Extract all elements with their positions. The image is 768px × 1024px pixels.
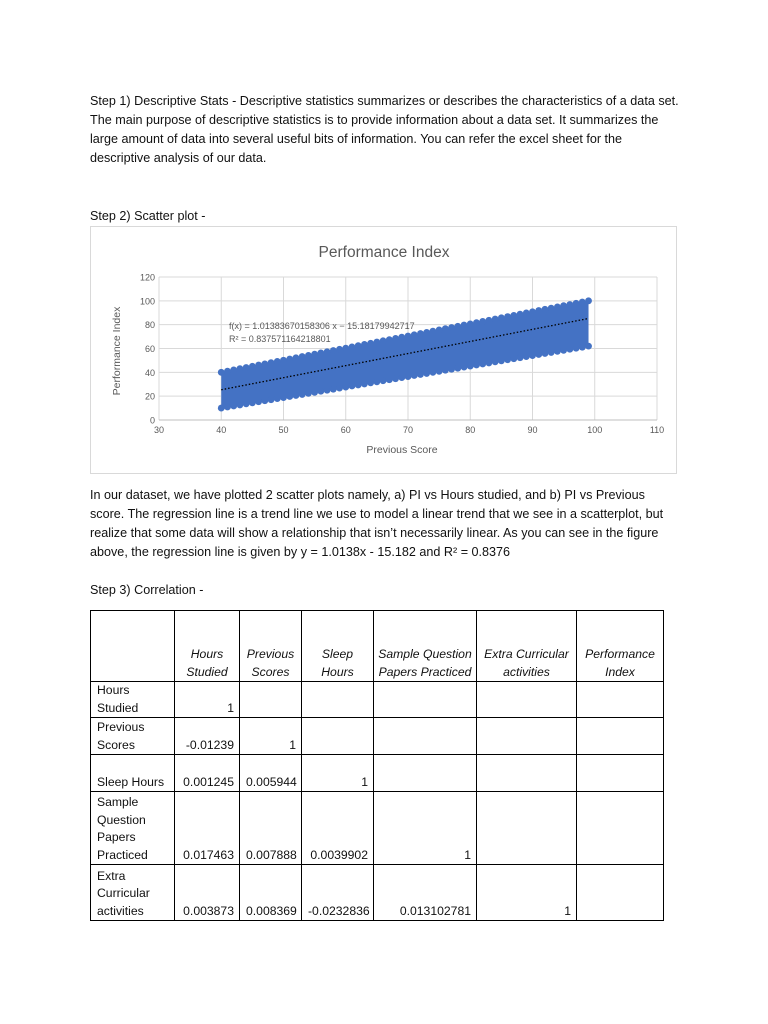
data-point	[367, 340, 374, 347]
data-point	[436, 368, 443, 375]
data-point	[249, 363, 256, 370]
y-tick-label: 120	[139, 272, 155, 283]
table-cell: -0.0232836	[302, 865, 374, 921]
table-cell: 1	[240, 718, 302, 755]
x-tick-label: 70	[402, 425, 414, 435]
table-cell: -0.01239	[175, 718, 240, 755]
data-point	[249, 399, 256, 406]
data-point	[274, 395, 281, 402]
data-point	[405, 373, 412, 380]
trendline-equation: f(x) = 1.01383670158306 x − 15.18179942717	[229, 321, 415, 331]
data-point	[417, 371, 424, 378]
data-point	[405, 333, 412, 340]
data-point	[398, 374, 405, 381]
table-cell	[477, 755, 577, 792]
table-cell: 0.013102781	[374, 865, 477, 921]
x-tick-label: 90	[527, 425, 538, 435]
data-point	[523, 353, 530, 360]
y-tick-label: 0	[149, 415, 155, 426]
data-point	[392, 335, 399, 342]
r-squared-label: R² = 0.837571164218801	[229, 334, 331, 344]
data-point	[473, 362, 480, 369]
scatter-chart	[90, 226, 677, 474]
data-point	[473, 319, 480, 326]
data-point	[274, 358, 281, 365]
data-point	[523, 310, 530, 317]
table-cell: 1	[302, 755, 374, 792]
header-cell: Performance Index	[577, 611, 664, 682]
row-label: Previous Scores	[91, 718, 175, 755]
data-point	[542, 350, 549, 357]
data-point	[554, 303, 561, 310]
data-point	[286, 393, 293, 400]
data-point	[585, 297, 592, 304]
data-point	[566, 301, 573, 308]
table-cell	[477, 718, 577, 755]
data-point	[548, 349, 555, 356]
x-tick-label: 60	[340, 425, 351, 435]
table-cell	[240, 682, 302, 718]
data-point	[560, 347, 567, 354]
table-cell	[577, 755, 664, 792]
row-label: Sample Question Papers Practiced	[91, 792, 175, 865]
correlation-table	[90, 610, 664, 921]
data-point	[218, 405, 225, 412]
data-point	[542, 306, 549, 313]
data-point	[411, 372, 418, 379]
data-point	[436, 327, 443, 334]
data-point	[380, 337, 387, 344]
table-cell: 1	[374, 792, 477, 865]
step2-heading: Step 2) Scatter plot -	[90, 209, 206, 223]
data-point	[311, 389, 318, 396]
data-point	[461, 322, 468, 329]
data-point	[411, 331, 418, 338]
table-cell	[302, 718, 374, 755]
data-point	[261, 397, 268, 404]
data-point	[224, 368, 231, 375]
table-cell	[374, 718, 477, 755]
data-point	[299, 391, 306, 398]
y-tick-label: 100	[139, 296, 155, 307]
data-point	[448, 366, 455, 373]
data-point	[286, 356, 293, 363]
data-point	[280, 394, 287, 401]
table-cell	[577, 865, 664, 921]
table-cell: 1	[175, 682, 240, 718]
data-point	[517, 311, 524, 318]
table-cell: 0.008369	[240, 865, 302, 921]
data-point	[423, 370, 430, 377]
data-point	[224, 404, 231, 411]
data-point	[268, 396, 275, 403]
data-point	[430, 369, 437, 376]
data-point	[386, 376, 393, 383]
chart-svg	[91, 227, 678, 475]
header-cell: Hours Studied	[175, 611, 240, 682]
data-point	[535, 307, 542, 314]
data-point	[342, 345, 349, 352]
data-point	[311, 351, 318, 358]
table-cell	[577, 792, 664, 865]
table-cell	[374, 682, 477, 718]
table-cell	[302, 682, 374, 718]
table-row	[91, 755, 664, 792]
data-point	[293, 354, 300, 361]
data-point	[261, 360, 268, 367]
data-point	[554, 348, 561, 355]
data-point	[442, 367, 449, 374]
data-point	[479, 318, 486, 325]
data-point	[349, 383, 356, 390]
x-axis-label: Previous Score	[366, 444, 438, 456]
data-point	[330, 386, 337, 393]
data-point	[355, 342, 362, 349]
data-point	[398, 334, 405, 341]
data-point	[299, 353, 306, 360]
data-point	[367, 379, 374, 386]
data-point	[349, 343, 356, 350]
header-cell: Previous Scores	[240, 611, 302, 682]
table-header-row	[91, 611, 664, 682]
data-point	[386, 336, 393, 343]
step1-paragraph: Step 1) Descriptive Stats - Descriptive statistics summarizes or describes the characteristics of a data set. The main purpose of descriptive statistics is to provide information about a data set. It summarizes the large amount of data into several useful bits of information. You can refer the excel sheet for the descriptive analysis of our data.	[90, 94, 679, 165]
header-cell: Sleep Hours	[302, 611, 374, 682]
table-cell	[477, 792, 577, 865]
data-point	[293, 392, 300, 399]
row-label: Sleep Hours	[91, 755, 175, 792]
table-cell: 1	[477, 865, 577, 921]
data-point	[317, 350, 324, 357]
data-point	[486, 360, 493, 367]
data-point	[280, 357, 287, 364]
data-point	[486, 317, 493, 324]
data-point	[535, 351, 542, 358]
data-point	[492, 358, 499, 365]
table-cell	[577, 718, 664, 755]
data-point	[579, 344, 586, 351]
data-point	[566, 346, 573, 353]
table-row	[91, 682, 664, 718]
data-point	[336, 346, 343, 353]
data-point	[305, 390, 312, 397]
data-point	[230, 367, 237, 374]
data-point	[255, 398, 262, 405]
data-point	[579, 299, 586, 306]
data-point	[492, 316, 499, 323]
data-point	[380, 377, 387, 384]
data-point	[548, 305, 555, 312]
table-cell	[577, 682, 664, 718]
data-point	[454, 323, 461, 330]
data-point	[336, 385, 343, 392]
table-cell: 0.017463	[175, 792, 240, 865]
step2-explanation: In our dataset, we have plotted 2 scatter plots namely, a) PI vs Hours studied, and b) PI vs Previous score. The regression line is a trend line we use to model a linear trend that we see in a scatterplot, but realize that some data will show a relationship that isn’t necessarily linear. As you can see in the figure above, the regression line is given by y = 1.0138x - 15.182 and R² = 0.8376	[90, 488, 664, 559]
data-point	[467, 363, 474, 370]
x-tick-label: 40	[216, 425, 227, 435]
y-axis-label: Performance Index	[111, 306, 123, 396]
data-point	[423, 329, 430, 336]
table-cell: 0.007888	[240, 792, 302, 865]
table-cell	[374, 755, 477, 792]
data-point	[317, 388, 324, 395]
data-point	[218, 369, 225, 376]
table-row	[91, 865, 664, 921]
data-point	[392, 375, 399, 382]
data-point	[510, 355, 517, 362]
header-cell	[91, 611, 175, 682]
table-cell	[477, 682, 577, 718]
y-tick-label: 40	[144, 367, 155, 378]
data-point	[573, 300, 580, 307]
data-point	[529, 352, 536, 359]
data-point	[560, 302, 567, 309]
data-point	[355, 382, 362, 389]
data-point	[454, 365, 461, 372]
data-point	[417, 330, 424, 337]
data-point	[230, 403, 237, 410]
table-cell: 0.003873	[175, 865, 240, 921]
data-point	[324, 387, 331, 394]
x-tick-label: 110	[649, 425, 665, 435]
data-point	[573, 345, 580, 352]
data-point	[529, 308, 536, 315]
data-point	[479, 361, 486, 368]
data-point	[504, 313, 511, 320]
data-point	[330, 347, 337, 354]
row-label: Hours Studied	[91, 682, 175, 718]
data-point	[461, 364, 468, 371]
x-tick-label: 80	[465, 425, 476, 435]
header-cell: Extra Curricular activities	[477, 611, 577, 682]
data-point	[268, 359, 275, 366]
data-point	[510, 312, 517, 319]
data-point	[498, 357, 505, 364]
x-tick-label: 30	[153, 425, 165, 435]
data-point	[324, 348, 331, 355]
row-label: Extra Curricular activities	[91, 865, 175, 921]
data-point	[361, 381, 368, 388]
step3-heading: Step 3) Correlation -	[90, 583, 204, 597]
table-row	[91, 718, 664, 755]
data-point	[430, 328, 437, 335]
data-point	[442, 325, 449, 332]
data-point	[448, 324, 455, 331]
data-point	[237, 402, 244, 409]
table-cell: 0.005944	[240, 755, 302, 792]
data-point	[243, 400, 250, 407]
data-point	[517, 354, 524, 361]
data-point	[585, 343, 592, 350]
data-point	[373, 339, 380, 346]
data-point	[342, 384, 349, 391]
data-point	[361, 341, 368, 348]
data-point	[237, 365, 244, 372]
y-tick-label: 60	[144, 344, 155, 354]
chart-title: Performance Index	[318, 244, 450, 261]
data-point	[243, 364, 250, 371]
y-tick-label: 80	[144, 320, 155, 331]
x-tick-label: 100	[587, 425, 603, 435]
data-point	[498, 314, 505, 321]
data-point	[255, 362, 262, 369]
table-row	[91, 792, 664, 865]
table-cell: 0.0039902	[302, 792, 374, 865]
y-tick-label: 20	[144, 391, 155, 402]
data-point	[467, 320, 474, 327]
data-point	[373, 378, 380, 385]
data-point	[305, 352, 312, 359]
x-tick-label: 50	[278, 425, 289, 435]
header-cell: Sample Question Papers Practiced	[374, 611, 477, 682]
table-cell: 0.001245	[175, 755, 240, 792]
data-point	[504, 356, 511, 363]
